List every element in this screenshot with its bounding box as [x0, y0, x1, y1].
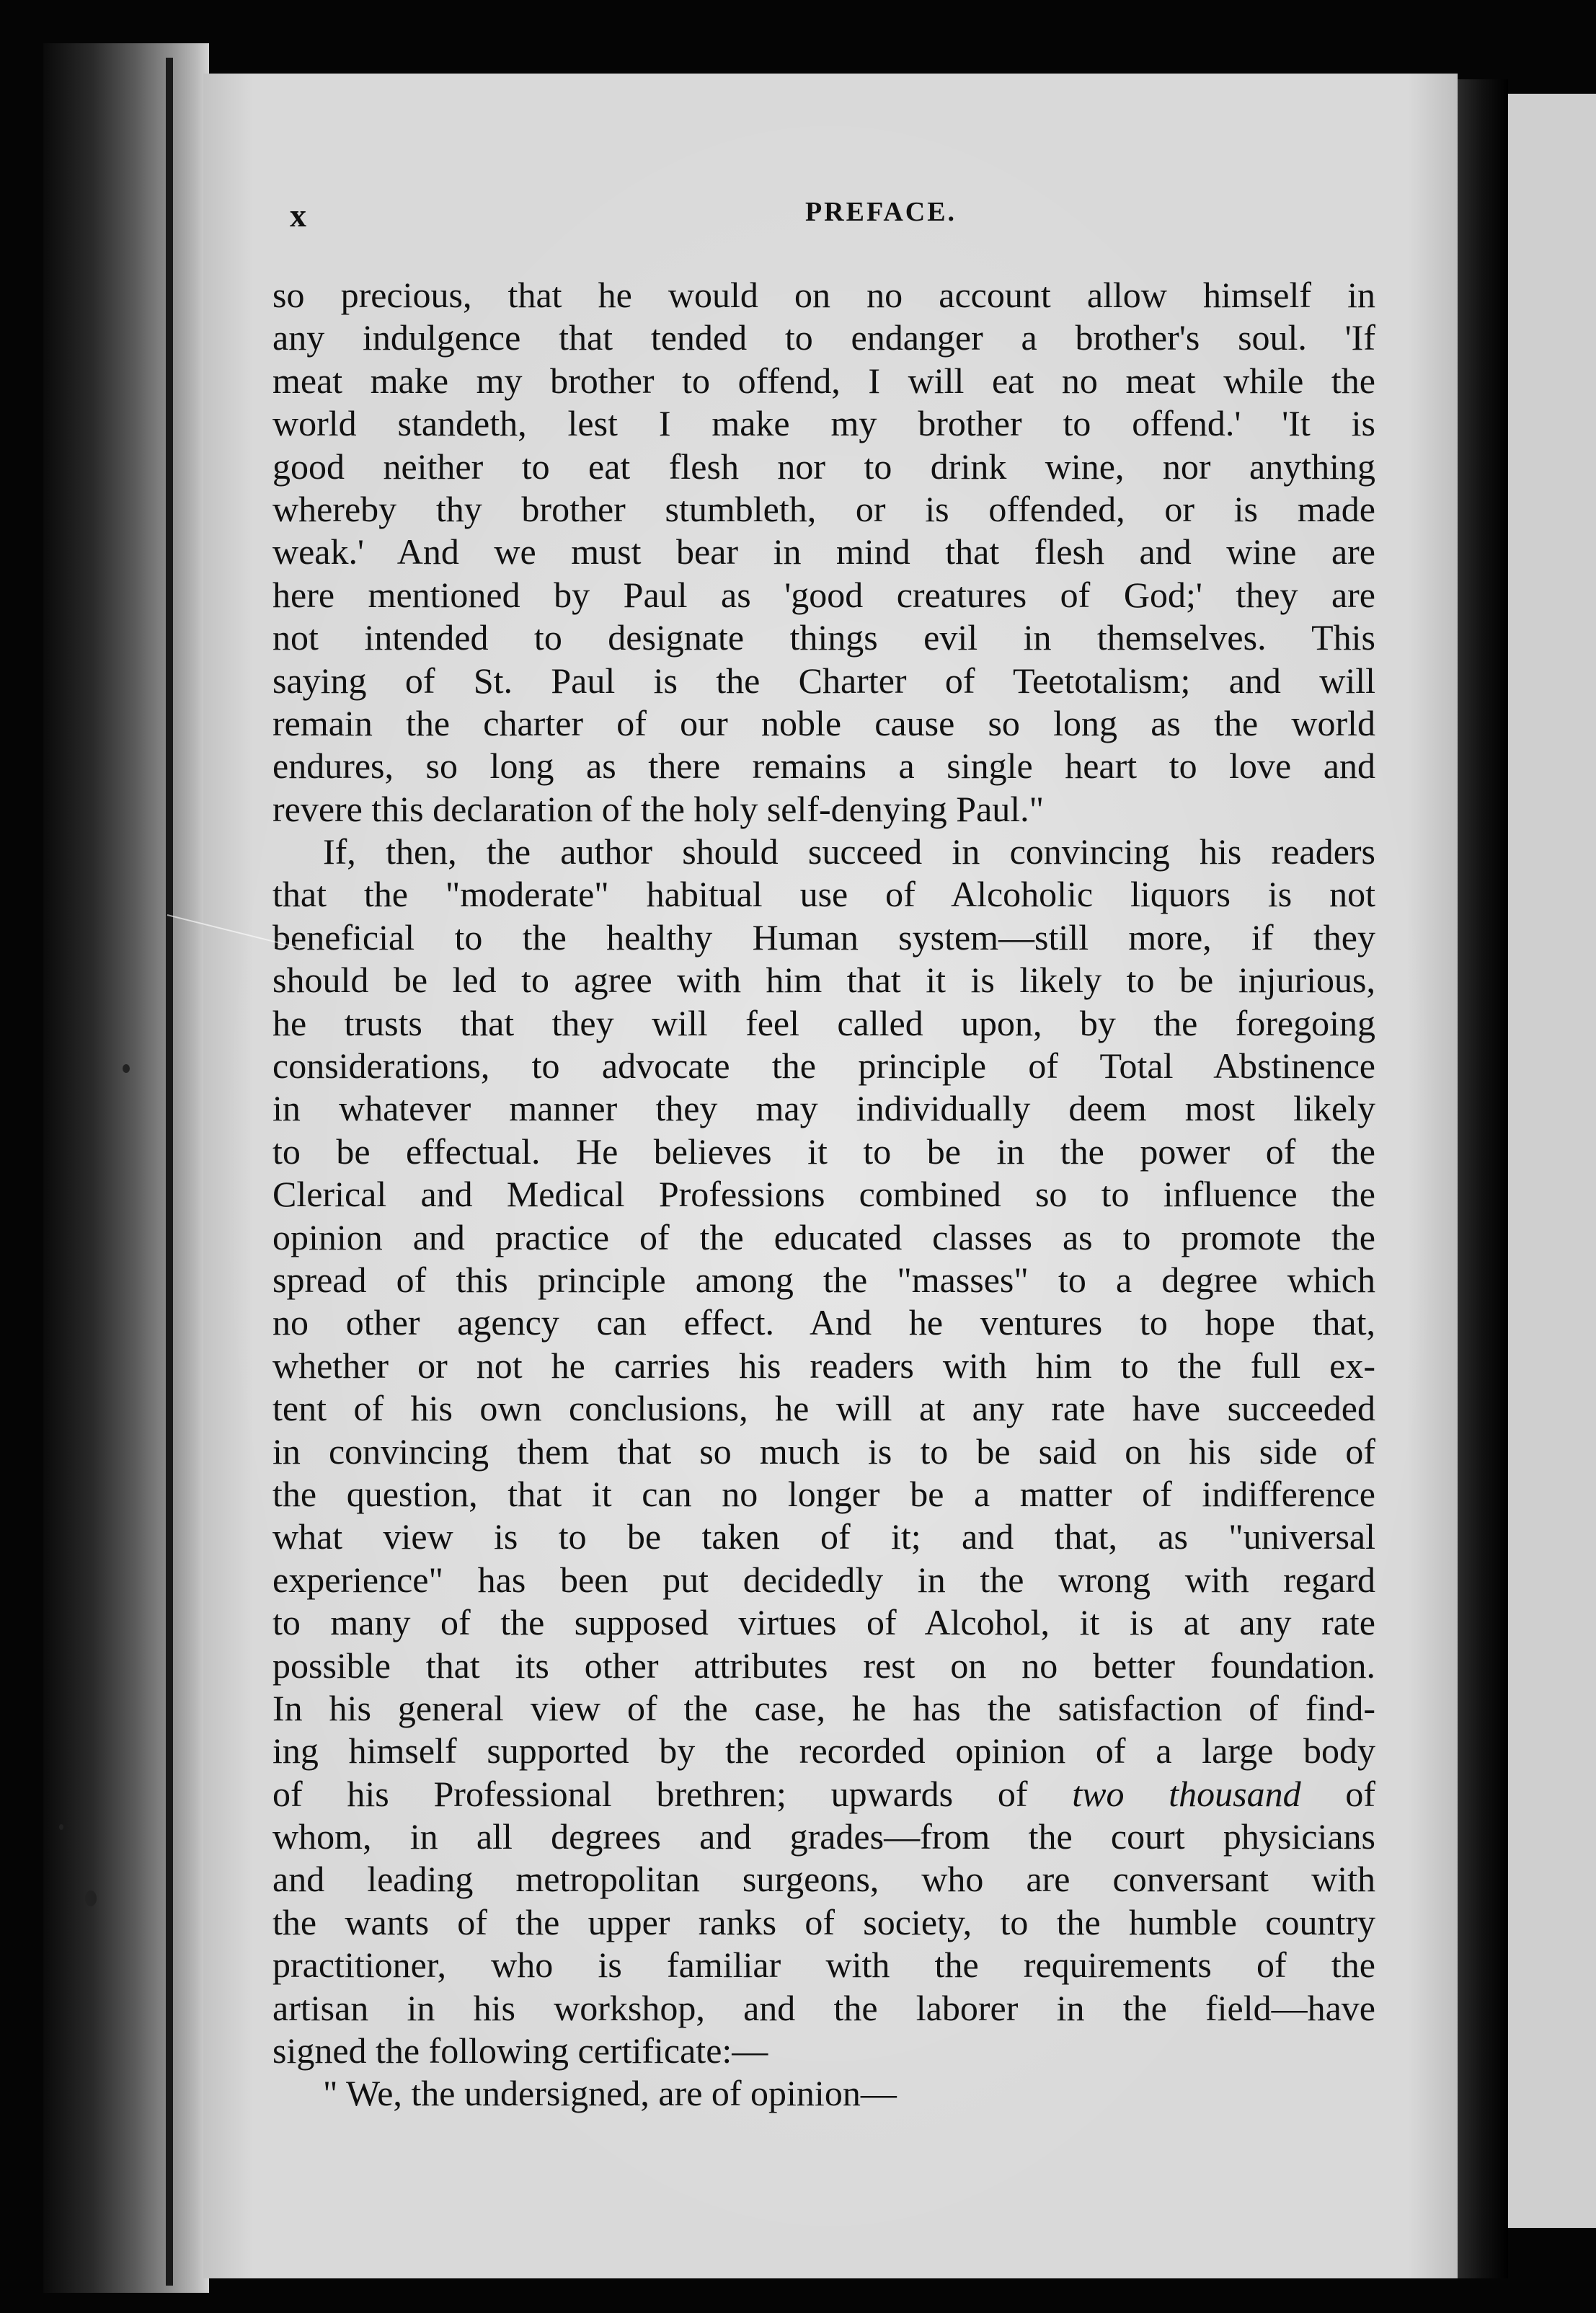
text-line: not intended to designate things evil in themselves. This: [272, 617, 1375, 658]
text-line: and leading metropolitan surgeons, who are conversant with: [272, 1859, 1375, 1900]
body-text: [272, 274, 1375, 2115]
text-line: In his general view of the case, he has the satisfaction of find-: [272, 1687, 1375, 1728]
text-run: of: [1300, 1773, 1375, 1814]
text-line: experience" has been put decidedly in the wrong with regard: [272, 1559, 1375, 1600]
text-line: he trusts that they will feel called upon, by the foregoing: [272, 1002, 1375, 1043]
text-line: remain the charter of our noble cause so long as the world: [272, 702, 1375, 743]
page-number: x: [290, 197, 306, 234]
ink-speck: [85, 1890, 97, 1906]
text-line: beneficial to the healthy Human system—still more, if they: [272, 916, 1375, 958]
text-line: weak.' And we must bear in mind that flesh and wine are: [272, 531, 1375, 572]
text-line: whether or not he carries his readers with him to the full ex-: [272, 1345, 1375, 1386]
text-line: no other agency can effect. And he ventures to hope that,: [272, 1302, 1375, 1343]
text-line: should be led to agree with him that it is likely to be injurious,: [272, 960, 1375, 1001]
text-line: whereby thy brother stumbleth, or is offended, or is made: [272, 488, 1375, 529]
facing-page-edge: [1508, 94, 1596, 2228]
text-line: artisan in his workshop, and the laborer in the field—have: [272, 1987, 1375, 2028]
text-run: of his Professional brethren; upwards of: [272, 1773, 1073, 1814]
text-line: opinion and practice of the educated classes as to promote the: [272, 1216, 1375, 1257]
page-gutter: [1458, 79, 1508, 2278]
text-line: considerations, to advocate the principle of Total Abstinence: [272, 1045, 1375, 1087]
text-line: signed the following certificate:—: [272, 2030, 768, 2071]
ink-speck: [123, 1064, 130, 1073]
text-line: the wants of the upper ranks of society, to the humble country: [272, 1901, 1375, 1942]
text-line: in whatever manner they may individually deem most likely: [272, 1088, 1375, 1129]
text-line: world standeth, lest I make my brother to offend.' 'It is: [272, 403, 1375, 444]
text-line: practitioner, who is familiar with the requirements of the: [272, 1945, 1375, 1986]
text-line: to many of the supposed virtues of Alcohol, it is at any rate: [272, 1602, 1375, 1643]
text-line: good neither to eat flesh nor to drink wine, nor anything: [272, 446, 1375, 487]
text-line: tent of his own conclusions, he will at any rate have succeeded: [272, 1388, 1375, 1429]
text-line: meat make my brother to offend, I will eat no meat while the: [272, 360, 1375, 401]
text-line: so precious, that he would on no account allow himself in: [272, 275, 1375, 315]
running-head: [290, 196, 1371, 239]
paragraph-start-line: If, then, the author should succeed in convincing his readers: [323, 831, 1375, 872]
page-title: PREFACE.: [804, 197, 957, 227]
ink-speck: [59, 1824, 63, 1830]
text-line: any indulgence that tended to endanger a brother's soul. 'If: [272, 317, 1375, 358]
text-line: in convincing them that so much is to be said on his side of: [272, 1430, 1375, 1472]
text-line: ing himself supported by the recorded opinion of a large body: [272, 1730, 1375, 1772]
text-line: possible that its other attributes rest on no better foundation.: [272, 1645, 1375, 1686]
text-line: here mentioned by Paul as 'good creatures of God;' they are: [272, 574, 1375, 615]
book-spine: [166, 58, 173, 2286]
text-line: spread of this principle among the "masses" to a degree which: [272, 1259, 1375, 1300]
quotation-start-line: " We, the undersigned, are of opinion—: [323, 2073, 897, 2114]
text-line: saying of St. Paul is the Charter of Teetotalism; and will: [272, 660, 1375, 701]
text-line: endures, so long as there remains a single heart to love and: [272, 746, 1375, 787]
text-line: revere this declaration of the holy self-denying Paul.": [272, 788, 1045, 829]
italic-emphasis: two thousand: [1072, 1773, 1301, 1814]
text-line: the question, that it can no longer be a matter of indifference: [272, 1473, 1375, 1514]
text-line: whom, in all degrees and grades—from the court physicians: [272, 1816, 1375, 1857]
text-line: to be effectual. He believes it to be in the power of the: [272, 1131, 1375, 1172]
text-line: that the "moderate" habitual use of Alcoholic liquors is not: [272, 874, 1375, 915]
book-edge: [43, 43, 209, 2293]
text-line-with-italic: [272, 1773, 1375, 1816]
text-line: what view is to be taken of it; and that, as "universal: [272, 1516, 1375, 1557]
text-line: Clerical and Medical Professions combined so to influence the: [272, 1174, 1375, 1215]
